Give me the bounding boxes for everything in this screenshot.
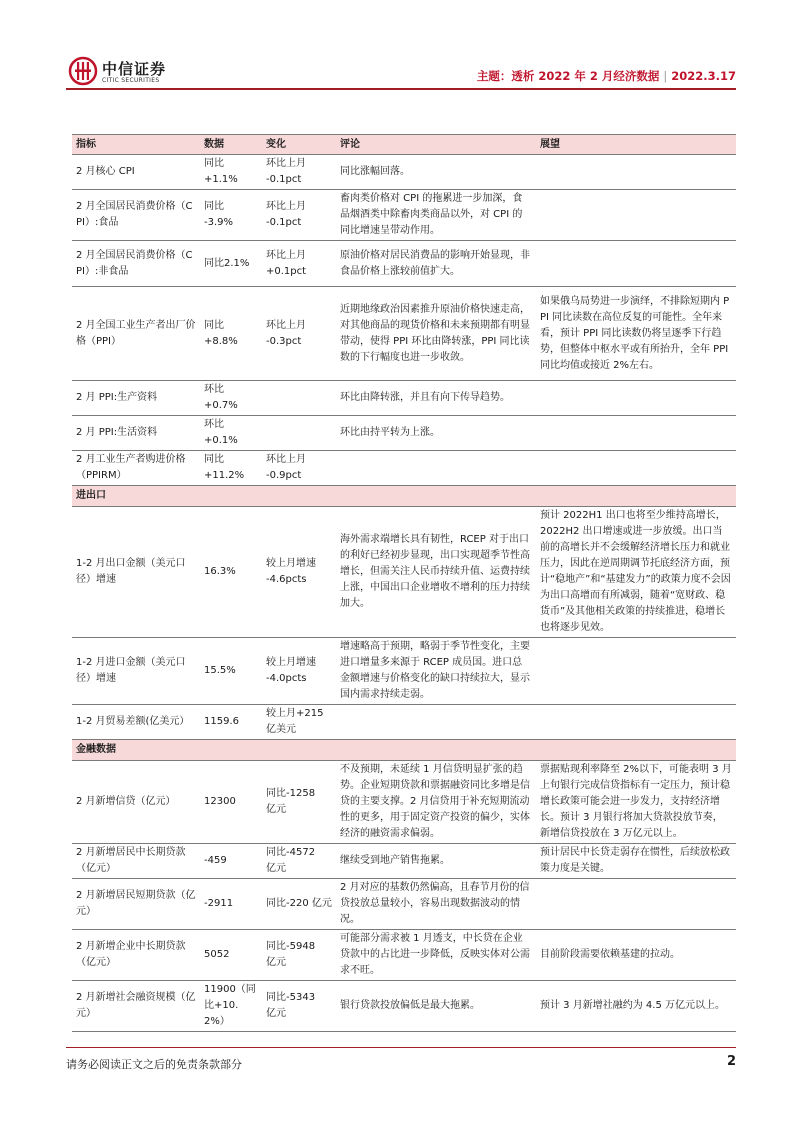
change-cell: 环比上月 +0.1pct [266, 249, 307, 277]
outlook-cell-container [536, 879, 736, 930]
value-cell: -459 [204, 855, 227, 866]
table-row [72, 287, 736, 381]
comment-cell-container [336, 287, 536, 381]
indicator-cell-container [72, 638, 200, 705]
comment-cell: 环比由降转涨，并且有向下传导趋势。 [340, 392, 510, 403]
comment-cell-container [336, 507, 536, 638]
outlook-cell-container [536, 190, 736, 241]
comment-cell: 环比由持平转为上涨。 [340, 427, 440, 438]
outlook-cell-container [536, 981, 736, 1032]
section-header-row [72, 740, 736, 761]
table-header-row [72, 135, 736, 155]
value-cell: 同比 +1.1% [204, 158, 238, 185]
comment-cell: 近期地缘政治因素推升原油价格快速走高，对其他商品的现货价格和未来预期都有明显带动，使得 PPI 环比由降转涨，PPI 同比读数的下行幅度也进一步收敛。 [340, 303, 530, 363]
comment-cell-container [336, 381, 536, 416]
change-cell: 环比上月 -0.9pct [266, 454, 306, 481]
comment-cell-container [336, 844, 536, 879]
change-cell: 较上月+215 亿美元 [266, 708, 324, 735]
comment-cell: 海外需求端增长具有韧性，RCEP 对于出口的利好已经初步显现，出口实现超季节性高增长，但需关注人民币持续升值、运费持续上涨，中国出口企业增收不增利的压力持续加大。 [340, 534, 530, 609]
header-rule [66, 88, 736, 90]
change-cell: 同比-4572 亿元 [266, 847, 316, 874]
outlook-cell: 预计居民中长贷走弱存在惯性，后续放松政策力度是关键。 [540, 847, 730, 874]
column-header: 展望 [536, 135, 736, 155]
report-topic: 主题：透析 2022 年 2 月经济数据 [476, 69, 660, 83]
comment-cell-container [336, 705, 536, 740]
economic-data-table [72, 134, 736, 1032]
value-cell: 环比 +0.1% [204, 419, 238, 446]
indicator-cell-container [72, 155, 200, 190]
value-cell-container [200, 705, 262, 740]
value-cell: 同比 +8.8% [204, 319, 238, 347]
outlook-cell: 预计 2022H1 出口也将至少维持高增长，2022H2 出口增速或进一步放缓。出口当前的高增长并不会缓解经济增长压力和就业压力，因此在逆周期调节托底经济方面，预计“稳地产”和“基建发力”的政策力度不会因为出口高增而有所减弱，随着“宽财政、稳货币”及其他相关政策的持续推进，稳增长也将逐步见效。 [540, 510, 731, 633]
value-cell: 16.3% [204, 566, 236, 577]
comment-cell: 原油价格对居民消费品的影响开始显现，非食品价格上涨较前值扩大。 [340, 249, 530, 277]
table-row [72, 241, 736, 287]
value-cell-container [200, 761, 262, 844]
outlook-cell-container [536, 416, 736, 451]
column-header: 变化 [262, 135, 336, 155]
comment-cell-container [336, 879, 536, 930]
value-cell: 5052 [204, 949, 230, 960]
logo-text-cn: 中信证券 [102, 60, 167, 78]
value-cell: 12300 [204, 796, 236, 807]
comment-cell: 增速略高于预期，略弱于季节性变化，主要进口增量多来源于 RCEP 成员国。进口总金额增速与价格变化的缺口持续拉大，显示国内需求持续走弱。 [340, 641, 530, 700]
change-cell: 环比上月 -0.1pct [266, 201, 306, 228]
change-cell-container [262, 416, 336, 451]
change-cell: 较上月增速 -4.6pcts [266, 558, 316, 585]
outlook-cell: 目前阶段需要依赖基建的拉动。 [540, 949, 680, 960]
change-cell-container [262, 930, 336, 981]
value-cell-container [200, 507, 262, 638]
indicator-cell-container [72, 844, 200, 879]
value-cell-container [200, 844, 262, 879]
indicator-cell: 1-2 月进口金额（美元口径）增速 [76, 657, 186, 684]
indicator-cell-container [72, 761, 200, 844]
outlook-cell-container [536, 241, 736, 287]
table-row [72, 381, 736, 416]
value-cell: 11900（同比+10.2%） [204, 984, 256, 1027]
value-cell-container [200, 155, 262, 190]
change-cell-container [262, 705, 336, 740]
value-cell: 15.5% [204, 665, 236, 676]
indicator-cell: 2 月新增信贷（亿元） [76, 796, 176, 807]
value-cell-container [200, 287, 262, 381]
disclaimer-note: 请务必阅读正文之后的免责条款部分 [66, 1058, 242, 1071]
citic-logo [68, 56, 178, 86]
change-cell-container [262, 981, 336, 1032]
table-row [72, 638, 736, 705]
change-cell-container [262, 241, 336, 287]
section-header-row [72, 486, 736, 507]
comment-cell: 继续受到地产销售拖累。 [340, 855, 450, 866]
change-cell: 同比-220 亿元 [266, 898, 332, 909]
outlook-cell-container [536, 844, 736, 879]
change-cell: 环比上月 -0.1pct [266, 158, 306, 185]
comment-cell-container [336, 638, 536, 705]
change-cell: 同比-5343 亿元 [266, 992, 316, 1019]
indicator-cell: 2 月全国工业生产者出厂价格（PPI） [76, 319, 196, 347]
change-cell-container [262, 844, 336, 879]
table-row [72, 451, 736, 486]
indicator-cell: 2 月新增社会融资规模（亿元） [76, 992, 196, 1019]
table-row [72, 844, 736, 879]
outlook-cell-container [536, 507, 736, 638]
outlook-cell-container [536, 705, 736, 740]
page-header [66, 52, 736, 88]
comment-cell-container [336, 930, 536, 981]
outlook-cell-container [536, 287, 736, 381]
indicator-cell-container [72, 879, 200, 930]
column-header: 指标 [72, 135, 200, 155]
comment-cell: 2 月对应的基数仍然偏高，且春节月份的信贷投放总量较小，容易出现数据波动的情况。 [340, 882, 530, 925]
value-cell: 同比 -3.9% [204, 201, 234, 228]
logo-text-en: CITIC SECURITIES [102, 77, 160, 84]
value-cell-container [200, 981, 262, 1032]
table-row [72, 155, 736, 190]
indicator-cell: 2 月 PPI:生活资料 [76, 427, 158, 438]
value-cell: 同比2.1% [204, 257, 250, 269]
indicator-cell: 2 月核心 CPI [76, 166, 135, 177]
table-row [72, 930, 736, 981]
comment-cell: 银行贷款投放偏低是最大拖累。 [340, 1000, 480, 1011]
indicator-cell: 2 月新增居民短期贷款（亿元） [76, 890, 196, 917]
indicator-cell-container [72, 381, 200, 416]
value-cell: 环比 +0.7% [204, 384, 238, 411]
change-cell-container [262, 507, 336, 638]
table-row [72, 761, 736, 844]
table-row [72, 507, 736, 638]
change-cell-container [262, 381, 336, 416]
change-cell-container [262, 155, 336, 190]
indicator-cell: 2 月全国居民消费价格（CPI）:食品 [76, 201, 193, 228]
page-number: 2 [726, 1054, 736, 1069]
report-topic-line [477, 68, 736, 84]
outlook-cell-container [536, 761, 736, 844]
value-cell-container [200, 190, 262, 241]
indicator-cell: 2 月新增居民中长期贷款（亿元） [76, 847, 186, 874]
outlook-cell-container [536, 381, 736, 416]
table-row [72, 981, 736, 1032]
comment-cell: 畜肉类价格对 CPI 的拖累进一步加深，食品烟酒类中除畜肉类商品以外，对 CPI 的同比增速呈带动作用。 [340, 193, 523, 236]
indicator-cell-container [72, 930, 200, 981]
comment-cell: 同比涨幅回落。 [340, 166, 410, 177]
change-cell: 同比-5948 亿元 [266, 941, 316, 968]
change-cell-container [262, 761, 336, 844]
table-row [72, 879, 736, 930]
value-cell: 1159.6 [204, 716, 239, 727]
change-cell-container [262, 190, 336, 241]
header-separator: | [663, 69, 668, 83]
comment-cell-container [336, 190, 536, 241]
comment-cell: 不及预期，未延续 1 月信贷明显扩张的趋势。企业短期贷款和票据融资同比多增是信贷的主要支撑。2 月信贷用于补充短期流动性的更多，用于固定资产投资的偏少，实体经济的融资需求偏弱。 [340, 764, 530, 839]
value-cell: -2911 [204, 898, 234, 909]
outlook-cell: 票据贴现利率降至 2%以下，可能表明 3 月上旬银行完成信贷指标有一定压力，预计稳增长政策可能会进一步发力，支持经济增长。预计 3 月银行将加大贷款投放节奏，新增信贷投放在 3 万亿元以上。 [540, 764, 732, 839]
change-cell-container [262, 451, 336, 486]
indicator-cell: 2 月 PPI:生产资料 [76, 392, 158, 403]
indicator-cell: 1-2 月出口金额（美元口径）增速 [76, 558, 186, 585]
change-cell-container [262, 638, 336, 705]
value-cell-container [200, 638, 262, 705]
indicator-cell-container [72, 451, 200, 486]
indicator-cell-container [72, 241, 200, 287]
value-cell-container [200, 416, 262, 451]
outlook-cell-container [536, 451, 736, 486]
citic-logo-icon [68, 56, 98, 86]
comment-cell-container [336, 416, 536, 451]
indicator-cell-container [72, 190, 200, 241]
change-cell: 环比上月 -0.3pct [266, 319, 306, 347]
comment-cell-container [336, 761, 536, 844]
change-cell-container [262, 287, 336, 381]
value-cell-container [200, 381, 262, 416]
table-row [72, 190, 736, 241]
value-cell: 同比 +11.2% [204, 454, 245, 481]
indicator-cell-container [72, 981, 200, 1032]
outlook-cell: 如果俄乌局势进一步演绎，不排除短期内 PPI 同比读数在高位反复的可能性。全年来看，预计 PPI 同比读数仍将呈逐季下行趋势，但整体中枢水平或有所抬升，全年 PPI 同比均值或接近 2%左右。 [540, 295, 732, 371]
column-header: 评论 [336, 135, 536, 155]
indicator-cell: 2 月工业生产者购进价格（PPIRM） [76, 454, 186, 481]
table-row [72, 416, 736, 451]
comment-cell-container [336, 155, 536, 190]
indicator-cell-container [72, 416, 200, 451]
indicator-cell: 2 月新增企业中长期贷款（亿元） [76, 941, 186, 968]
value-cell-container [200, 451, 262, 486]
indicator-cell: 1-2 月贸易差额(亿美元） [76, 716, 190, 727]
column-header: 数据 [200, 135, 262, 155]
table-row [72, 705, 736, 740]
comment-cell-container [336, 451, 536, 486]
outlook-cell: 预计 3 月新增社融约为 4.5 万亿元以上。 [540, 1000, 725, 1011]
comment-cell-container [336, 981, 536, 1032]
change-cell: 较上月增速 -4.0pcts [266, 657, 316, 684]
outlook-cell-container [536, 155, 736, 190]
indicator-cell: 2 月全国居民消费价格（CPI）:非食品 [76, 249, 193, 277]
value-cell-container [200, 241, 262, 287]
change-cell: 同比-1258 亿元 [266, 788, 316, 815]
section-label: 进出口 [72, 486, 736, 507]
indicator-cell-container [72, 287, 200, 381]
section-label: 金融数据 [72, 740, 736, 761]
outlook-cell-container [536, 638, 736, 705]
report-date: 2022.3.17 [671, 69, 736, 83]
value-cell-container [200, 879, 262, 930]
outlook-cell-container [536, 930, 736, 981]
value-cell-container [200, 930, 262, 981]
indicator-cell-container [72, 705, 200, 740]
change-cell-container [262, 879, 336, 930]
footer-rule [66, 1047, 736, 1048]
indicator-cell-container [72, 507, 200, 638]
comment-cell: 可能部分需求被 1 月透支，中长贷在企业贷款中的占比进一步降低，反映实体对公需求不旺。 [340, 933, 530, 976]
comment-cell-container [336, 241, 536, 287]
